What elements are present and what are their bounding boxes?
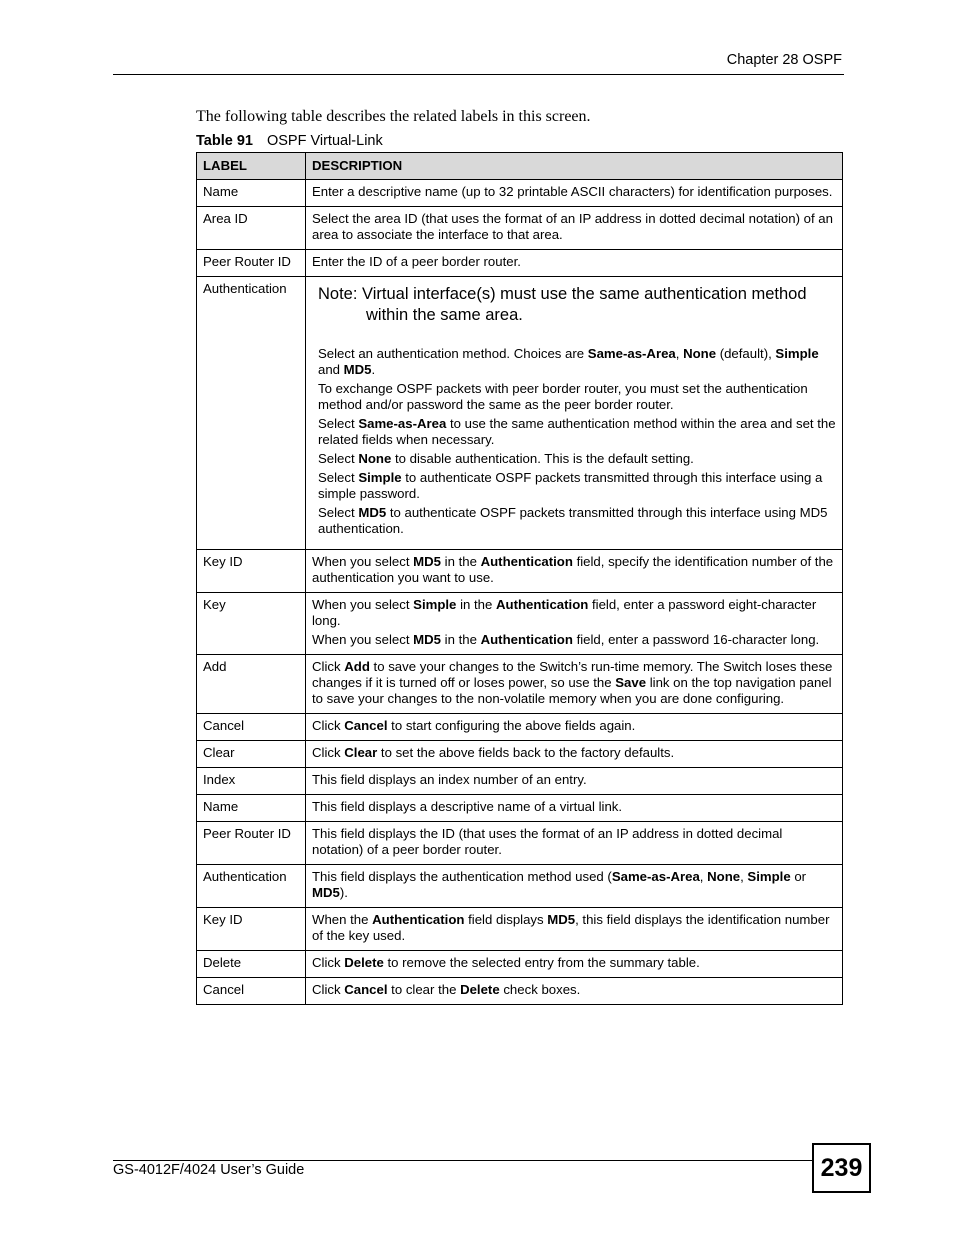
table-number: Table 91 bbox=[196, 133, 253, 149]
table-header-row bbox=[197, 153, 843, 180]
row-label: Name bbox=[197, 180, 306, 207]
row-description: Click Cancel to clear the Delete check boxes. bbox=[306, 978, 843, 1005]
table-row bbox=[197, 822, 843, 865]
row-description: Click Add to save your changes to the Switch’s run-time memory. The Switch loses these changes if it is turned off or loses power, so use the Save link on the top navigation panel to save your changes to the non-volatile memory when you are done configuring. bbox=[306, 655, 843, 714]
table-row bbox=[197, 550, 843, 593]
row-description: This field displays an index number of an entry. bbox=[306, 768, 843, 795]
auth-paragraph: Select MD5 to authenticate OSPF packets transmitted through this interface using MD5 authentication. bbox=[318, 505, 828, 536]
table-row bbox=[197, 655, 843, 714]
row-label: Add bbox=[197, 655, 306, 714]
row-label: Index bbox=[197, 768, 306, 795]
row-description: This field displays the ID (that uses the format of an IP address in dotted decimal notation) of a peer border router. bbox=[306, 822, 843, 865]
row-label: Key bbox=[197, 593, 306, 655]
table-row bbox=[197, 741, 843, 768]
intro-text: The following table describes the related labels in this screen. bbox=[196, 108, 591, 125]
auth-paragraph: Select Same-as-Area to use the same authentication method within the area and set the related fields when necessary. bbox=[318, 416, 836, 447]
auth-paragraph: Select an authentication method. Choices are Same-as-Area, None (default), Simple and MD5. bbox=[318, 346, 819, 377]
footer-rule bbox=[113, 1160, 813, 1161]
row-description: Click Clear to set the above fields back to the factory defaults. bbox=[306, 741, 843, 768]
row-description: This field displays a descriptive name of a virtual link. bbox=[306, 795, 843, 822]
row-description: This field displays the authentication method used (Same-as-Area, None, Simple or MD5). bbox=[306, 865, 843, 908]
row-description: Click Delete to remove the selected entry from the summary table. bbox=[306, 951, 843, 978]
table-row bbox=[197, 865, 843, 908]
table-row bbox=[197, 714, 843, 741]
guide-title: GS-4012F/4024 User’s Guide bbox=[113, 1162, 305, 1178]
table-row bbox=[197, 593, 843, 655]
auth-paragraph: Select Simple to authenticate OSPF packets transmitted through this interface using a simple password. bbox=[318, 470, 823, 501]
row-label: Peer Router ID bbox=[197, 822, 306, 865]
row-label: Cancel bbox=[197, 978, 306, 1005]
table-row bbox=[197, 951, 843, 978]
header-rule bbox=[113, 74, 844, 75]
auth-paragraph: Select None to disable authentication. This is the default setting. bbox=[318, 451, 694, 466]
row-label: Authentication bbox=[197, 865, 306, 908]
table-row bbox=[197, 250, 843, 277]
label-header: LABEL bbox=[197, 153, 306, 180]
table-row bbox=[197, 908, 843, 951]
row-description: Enter the ID of a peer border router. bbox=[306, 250, 843, 277]
row-label: Key ID bbox=[197, 908, 306, 951]
page-number: 239 bbox=[812, 1143, 871, 1193]
row-description: When the Authentication field displays MD5, this field displays the identification number of the key used. bbox=[306, 908, 843, 951]
table-row bbox=[197, 180, 843, 207]
table-row bbox=[197, 978, 843, 1005]
row-label: Authentication bbox=[197, 277, 306, 550]
ospf-virtual-link-table bbox=[196, 152, 843, 1005]
chapter-header: Chapter 28 OSPF bbox=[726, 52, 842, 68]
table-title: OSPF Virtual-Link bbox=[266, 133, 383, 149]
table-row bbox=[197, 277, 843, 550]
row-description: Select the area ID (that uses the format of an IP address in dotted decimal notation) of an area to associate the interface to that area. bbox=[306, 207, 843, 250]
row-label: Name bbox=[197, 795, 306, 822]
row-description: When you select Simple in the Authentication field, enter a password eight-character long. When you select MD5 in the Authentication field, enter a password 16-character long. bbox=[306, 593, 843, 655]
row-label: Delete bbox=[197, 951, 306, 978]
row-description: Enter a descriptive name (up to 32 printable ASCII characters) for identification purposes. bbox=[306, 180, 843, 207]
table-row bbox=[197, 207, 843, 250]
table-row bbox=[197, 795, 843, 822]
row-description bbox=[306, 277, 843, 550]
row-label: Cancel bbox=[197, 714, 306, 741]
row-description: When you select MD5 in the Authentication field, specify the identification number of the authentication you want to use. bbox=[306, 550, 843, 593]
row-label: Area ID bbox=[197, 207, 306, 250]
table-row bbox=[197, 768, 843, 795]
row-description: Click Cancel to start configuring the above fields again. bbox=[306, 714, 843, 741]
row-label: Key ID bbox=[197, 550, 306, 593]
table-caption bbox=[196, 133, 383, 149]
row-label: Clear bbox=[197, 741, 306, 768]
description-header: DESCRIPTION bbox=[306, 153, 843, 180]
row-label: Peer Router ID bbox=[197, 250, 306, 277]
auth-paragraph: To exchange OSPF packets with peer border router, you must set the authentication method and/or password the same as the peer border router. bbox=[318, 381, 808, 412]
authentication-note: Note: Virtual interface(s) must use the same authentication method within the same area. bbox=[318, 285, 807, 324]
